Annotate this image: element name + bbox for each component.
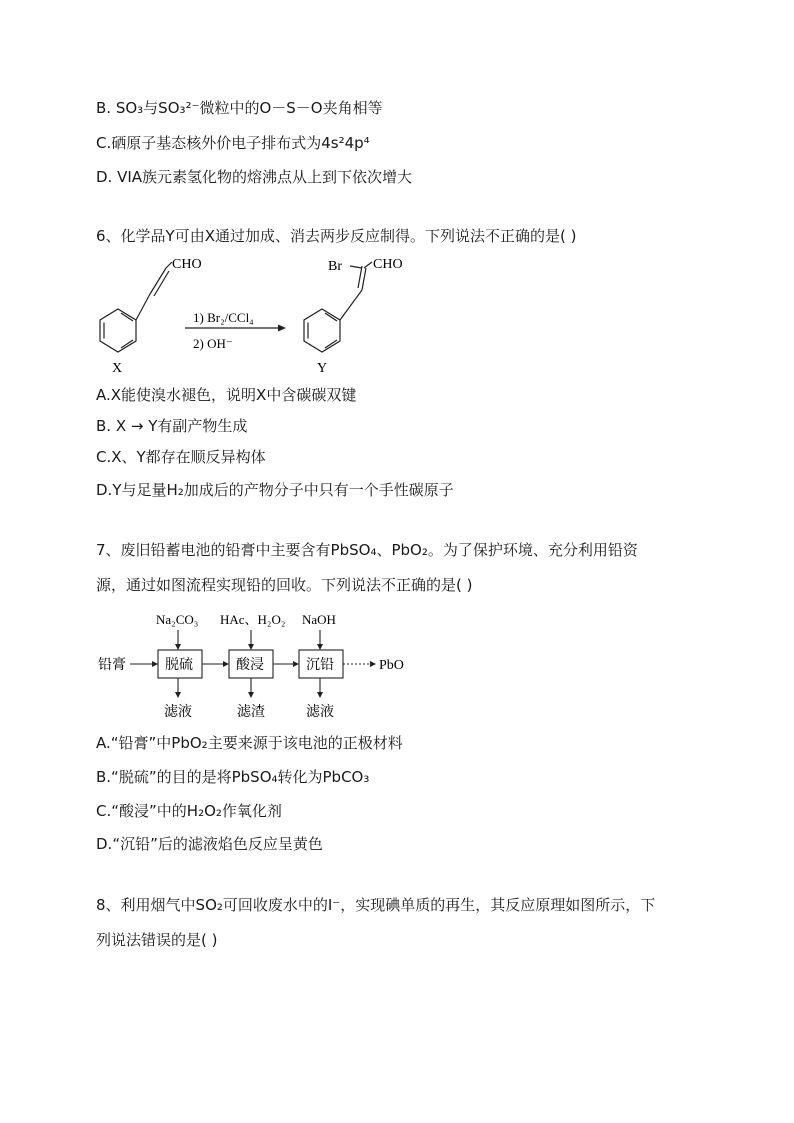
q6-option-b: B. X → Y有副产物生成 [96, 417, 248, 435]
reagent-naoh: NaOH [302, 612, 336, 627]
step-acid-leach: 酸浸 [236, 657, 264, 673]
x-benzene-ring [100, 309, 136, 352]
output-filtrate-2: 滤液 [306, 704, 334, 720]
reagent-arrows [178, 630, 320, 646]
q7-stem-line-1: 7、废旧铅蓄电池的铅膏中主要含有PbSO₄、PbO₂。为了保护环境、充分利用铅资 [96, 541, 638, 559]
reaction-step-1: 1) Br₂/CCl₄ [193, 310, 254, 325]
q7-option-c: C.“酸浸”中的H₂O₂作氧化剂 [96, 802, 282, 820]
q6-reaction-diagram [90, 250, 430, 378]
reagent-hac-h2o2: HAc、H₂O₂ [220, 612, 286, 627]
output-filtrate-1: 滤液 [164, 704, 192, 720]
y-side-chain [340, 262, 372, 320]
q8-stem-line-1: 8、利用烟气中SO₂可回收废水中的I⁻，实现碘单质的再生，其反应原理如图所示，下 [96, 896, 656, 914]
q7-flowchart [90, 606, 420, 724]
step-precipitate-lead: 沉铅 [306, 657, 334, 673]
x-cho-label: CHO [172, 257, 202, 272]
input-lead-paste: 铅膏 [98, 657, 126, 673]
step-desulfurize: 脱硫 [165, 657, 193, 673]
x-side-chain [136, 262, 172, 320]
q6-option-a: A.X能使溴水褪色，说明X中含碳碳双键 [96, 386, 357, 404]
reagent-na2co3: Na₂CO₃ [156, 612, 199, 627]
reaction-step-2: 2) OH⁻ [193, 336, 233, 351]
q7-stem-line-2: 源，通过如图流程实现铅的回收。下列说法不正确的是( ) [96, 576, 473, 594]
q7-option-a: A.“铅膏”中PbO₂主要来源于该电池的正极材料 [96, 734, 403, 752]
y-benzene-ring [304, 309, 340, 352]
product-pbo: PbO [379, 658, 404, 673]
q5-option-b: B. SO₃与SO₃²⁻微粒中的O－S－O夹角相等 [96, 99, 383, 117]
q8-stem-line-2: 列说法错误的是( ) [96, 931, 218, 949]
y-label: Y [317, 361, 328, 376]
q5-option-d: D. VIA族元素氢化物的熔沸点从上到下依次增大 [96, 168, 413, 186]
q7-option-d: D.“沉铅”后的滤液焰色反应呈黄色 [96, 835, 323, 853]
output-residue: 滤渣 [237, 704, 265, 720]
x-label: X [112, 361, 123, 376]
arrow-head [278, 325, 286, 332]
q6-option-d: D.Y与足量H₂加成后的产物分子中只有一个手性碳原子 [96, 481, 454, 499]
y-cho-label: CHO [373, 257, 403, 272]
q6-option-c: C.X、Y都存在顺反异构体 [96, 448, 266, 466]
q5-option-c: C.硒原子基态核外价电子排布式为4s²4p⁴ [96, 134, 370, 152]
q7-option-b: B.“脱硫”的目的是将PbSO₄转化为PbCO₃ [96, 768, 370, 786]
y-br-label: Br [328, 259, 342, 274]
q6-stem: 6、化学品Y可由X通过加成、消去两步反应制得。下列说法不正确的是( ) [96, 227, 577, 245]
